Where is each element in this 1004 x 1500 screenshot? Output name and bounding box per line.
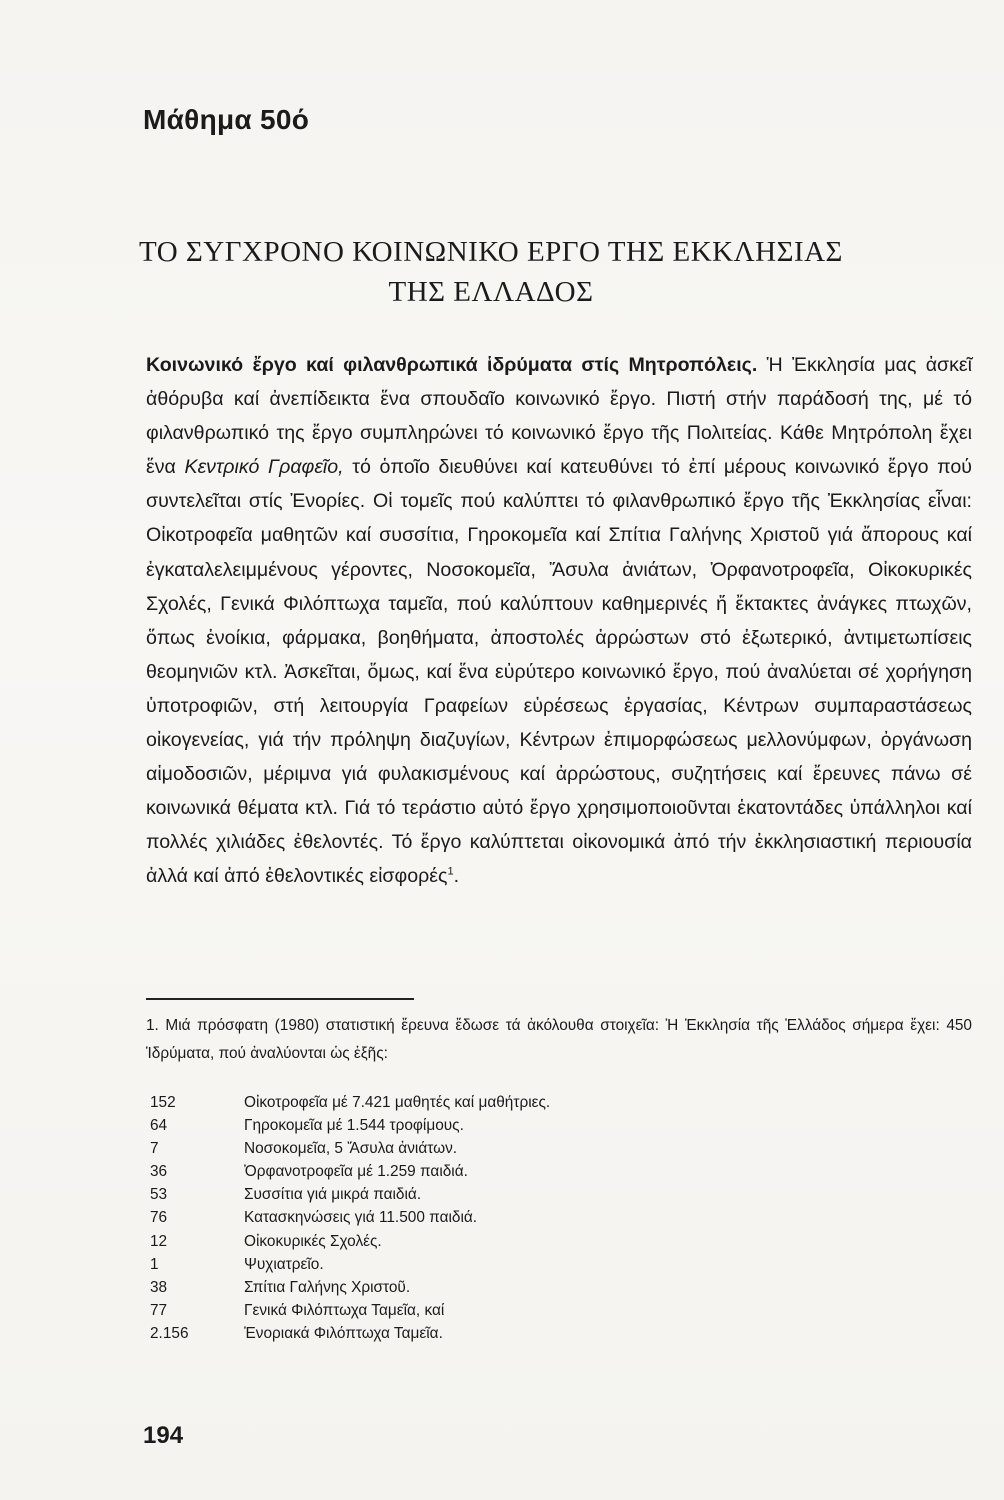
- body-text-part-1: Ἡ Ἐκκλησία μας ἀσκεῖ ἀθόρυβα καί ἀνεπίδεικτα ἕνα σπουδαῖο κοινωνικό ἔργο. Πιστή στήν παράδοσή της, μέ τό φιλανθρωπικό της ἔργο συμπληρώνει τό κοινωνικό ἔργο τῆς Πολιτείας. Κάθε Μητρόπολη ἔχει ἕνα: [146, 354, 973, 479]
- list-item: [146, 1206, 846, 1229]
- stat-count: 64: [150, 1117, 168, 1135]
- list-item: [146, 1137, 846, 1160]
- chapter-title: [130, 232, 852, 312]
- body-emphasis-term: Κεντρικό Γραφεῖο,: [184, 456, 344, 479]
- body-text-end: .: [453, 865, 460, 888]
- stat-description: Γενικά Φιλόπτωχα Ταμεῖα, καί: [244, 1301, 445, 1319]
- stat-count: 38: [150, 1278, 168, 1296]
- stat-description: Σπίτια Γαλήνης Χριστοῦ.: [244, 1278, 411, 1296]
- stat-count: 152: [150, 1094, 176, 1111]
- stat-count: 2.156: [150, 1324, 189, 1342]
- stat-description: Οἰκοκυρικές Σχολές.: [244, 1232, 382, 1250]
- stat-count: 12: [150, 1232, 168, 1250]
- stat-description: Κατασκηνώσεις γιά 11.500 παιδιά.: [244, 1209, 478, 1227]
- stat-count: 1: [150, 1255, 159, 1273]
- list-item: [146, 1299, 846, 1322]
- chapter-title-line-1: ΤΟ ΣΥΓΧΡΟΝΟ ΚΟΙΝΩΝΙΚΟ ΕΡΓΟ ΤΗΣ ΕΚΚΛΗΣΙΑΣ: [139, 236, 843, 268]
- list-item: [146, 1230, 846, 1253]
- statistics-list: [146, 1091, 846, 1345]
- stat-description: Ψυχιατρεῖο.: [244, 1255, 324, 1273]
- body-text-part-2: τό ὁποῖο διευθύνει καί κατευθύνει τό ἐπί μέρους κοινωνικό ἔργο πού συντελεῖται στίς Ἐνορίες. Οἱ τομεῖς πού καλύπτει τό φιλανθρωπικό ἔργο τῆς Ἐκκλησίας εἶναι: Οἰκοτροφεῖα μαθητῶν καί συσσίτια, Γηροκομεῖα καί Σπίτια Γαλήνης Χριστοῦ γιά ἄπορους καί ἐγκαταλελειμμένους γέροντες, Νοσοκομεῖα, Ἄσυλα ἀνιάτων, Ὀρφανοτροφεῖα, Οἰκοκυρικές Σχολές, Γενικά Φιλόπτωχα ταμεῖα, πού καλύπτουν καθημερινές ἤ ἔκτακτες ἀνάγκες πτωχῶν, ὅπως ἐνοίκια, φάρμακα, βοηθήματα, ἀποστολές ἀρρώστων στό ἐξωτερικό, ἀντιμετωπίσεις θεομηνιῶν κτλ. Ἀσκεῖται, ὅμως, καί ἕνα εὐρύτερο κοινωνικό ἔργο, πού ἀναλύεται σέ χορήγηση ὑποτροφιῶν, στή λειτουργία Γραφείων εὑρέσεως ἐργασίας, Κέντρων συμπαραστάσεως οἰκογενείας, γιά τήν πρόληψη διαζυγίων, Κέντρων ἐπιμορφώσεως μελλονύμφων, ὀργάνωση αἱμοδοσιῶν, μέριμνα γιά φυλακισμένους καί ἀρρώστους, συζητήσεις καί ἔρευνες πάνω σέ κοινωνικά θέματα κτλ. Γιά τό τεράστιο αὐτό ἔργο χρησιμοποιοῦνται ἑκατοντάδες ὑπάλληλοι καί πολλές χιλιάδες ἐθελοντές. Τό ἔργο καλύπτεται οἰκονομικά ἀπό τήν ἐκκλησιαστική περιουσία ἀλλά καί ἀπό ἐθελοντικές εἰσφορές: [146, 456, 972, 888]
- chapter-title-line-2: ΤΗΣ ΕΛΛΑΔΟΣ: [388, 276, 594, 308]
- stat-description: Ὀρφανοτροφεῖα μέ 1.259 παιδιά.: [244, 1163, 468, 1181]
- footnote-reference: 1: [447, 865, 454, 878]
- stat-count: 36: [150, 1163, 168, 1181]
- stat-count: 76: [150, 1209, 168, 1227]
- stat-count: 77: [150, 1301, 168, 1319]
- page-number: 194: [143, 1422, 184, 1449]
- footnote-divider: [146, 998, 414, 1000]
- body-paragraph: [146, 348, 972, 894]
- lesson-heading: Μάθημα 50ό: [143, 104, 310, 135]
- stat-count: 7: [150, 1140, 159, 1158]
- list-item: [146, 1322, 846, 1345]
- list-item: [146, 1114, 846, 1137]
- list-item: [146, 1253, 846, 1276]
- list-item: [146, 1091, 846, 1114]
- list-item: [146, 1276, 846, 1299]
- footnote-text: 1. Μιά πρόσφατη (1980) στατιστική ἔρευνα ἔδωσε τά ἀκόλουθα στοιχεῖα: Ἡ Ἐκκλησία τῆς Ἑλλάδος σήμερα ἔχει: 450 Ἱδρύματα, πού ἀναλύονται ὡς ἑξῆς:: [146, 1017, 972, 1062]
- stat-count: 53: [150, 1186, 168, 1204]
- list-item: [146, 1160, 846, 1183]
- stat-description: Νοσοκομεῖα, 5 Ἄσυλα ἀνιάτων.: [244, 1140, 458, 1158]
- section-lead-heading: Κοινωνικό ἔργο καί φιλανθρωπικά ἱδρύματα στίς Μητροπόλεις.: [146, 354, 758, 376]
- stat-description: Συσσίτια γιά μικρά παιδιά.: [244, 1186, 422, 1204]
- stat-description: Γηροκομεῖα μέ 1.544 τροφίμους.: [244, 1117, 464, 1135]
- stat-description: Οἰκοτροφεῖα μέ 7.421 μαθητές καί μαθήτριες.: [244, 1094, 551, 1111]
- list-item: [146, 1183, 846, 1206]
- stat-description: Ἐνοριακά Φιλόπτωχα Ταμεῖα.: [244, 1324, 443, 1342]
